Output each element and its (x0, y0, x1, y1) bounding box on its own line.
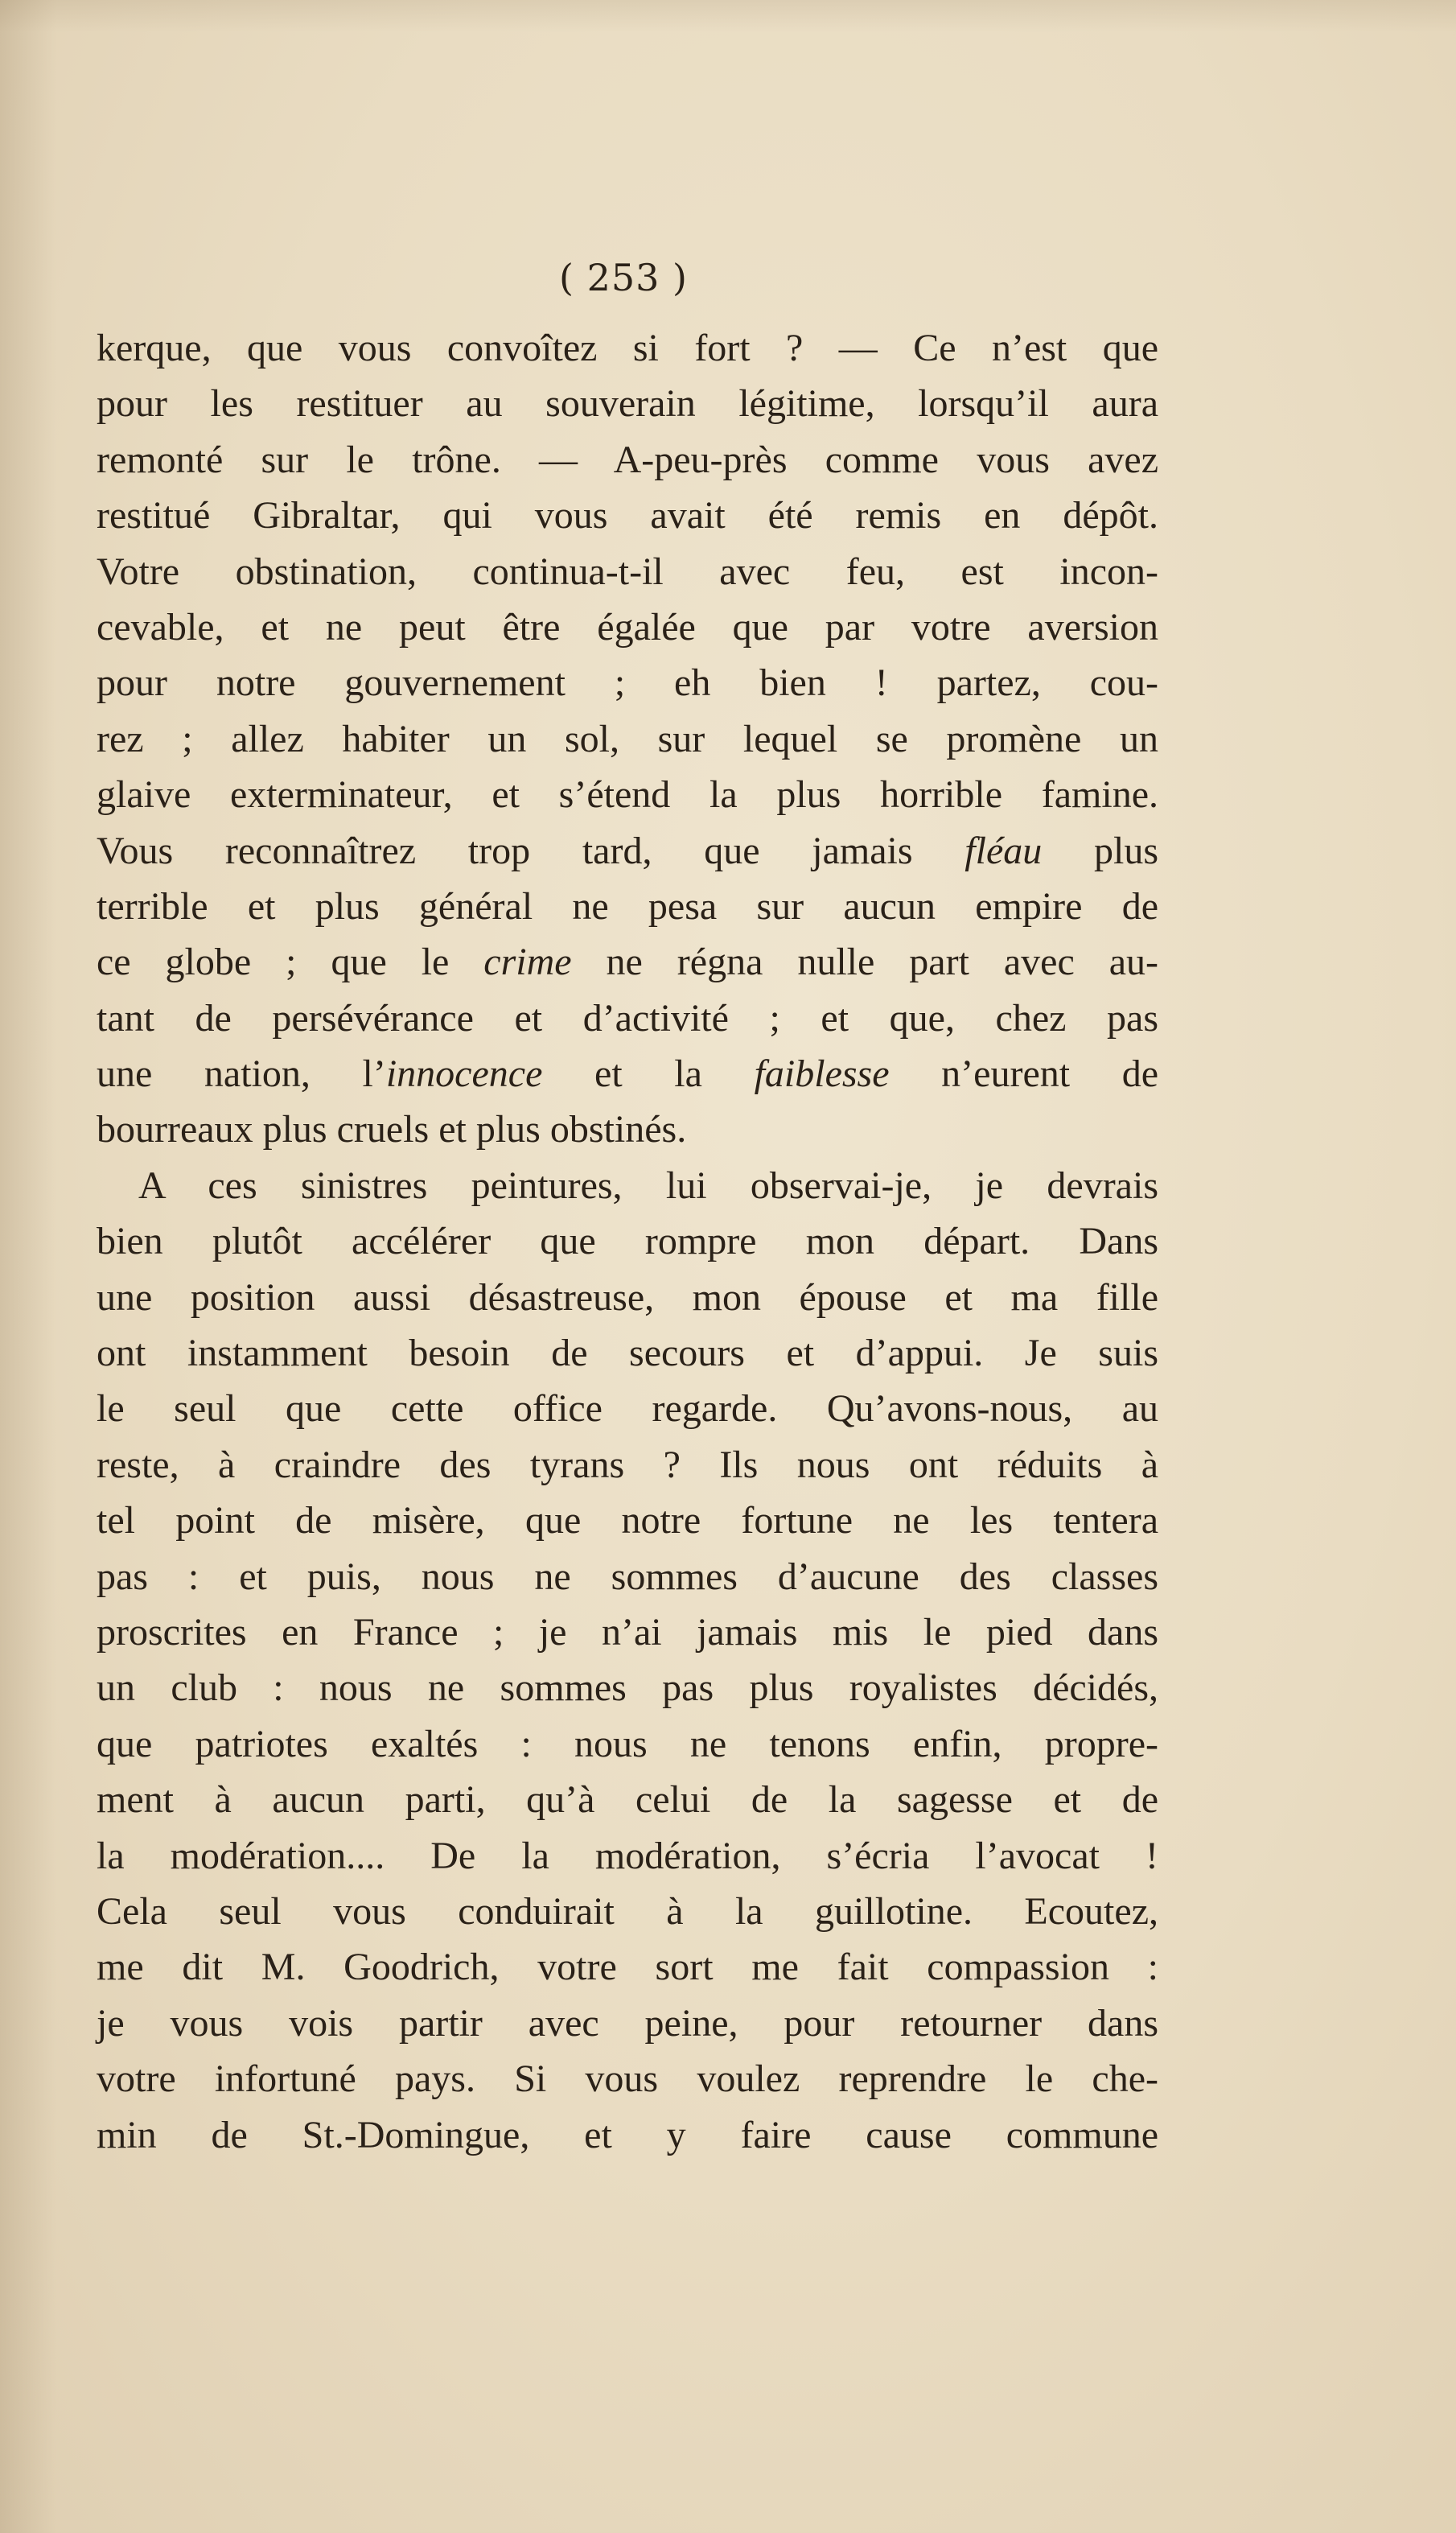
text-line: je vous vois partir avec peine, pour retourner dans (97, 2001, 1158, 2045)
text-line: cevable, et ne peut être égalée que par votre aversion (97, 605, 1158, 649)
text-line: pour les restituer au souverain légitime, lorsqu’il aura (97, 382, 1158, 426)
text-line: ont instamment besoin de secours et d’appui. Je suis (97, 1332, 1158, 1375)
text-line: ce globe ; que le crime ne régna nulle part avec au- (97, 941, 1159, 984)
text-line: remonté sur le trône. — A-peu-près comme vous avez (97, 438, 1158, 481)
text-line: proscrites en France ; je n’ai jamais mis le pied dans (97, 1610, 1158, 1654)
text-line: la modération.... De la modération, s’écria l’avocat ! (97, 1834, 1158, 1877)
text-line: pour notre gouvernement ; eh bien ! partez, cou- (97, 661, 1158, 705)
text-line: le seul que cette office regarde. Qu’avons-nous, au (97, 1387, 1158, 1431)
text-line: tant de persévérance et d’activité ; et que, chez pas (97, 996, 1158, 1040)
text-line: me dit M. Goodrich, votre sort me fait compassion : (97, 1946, 1158, 1989)
body-text (97, 320, 1158, 2163)
text-line: restitué Gibraltar, qui vous avait été remis en dépôt. (97, 494, 1158, 537)
paragraph-end-line: bourreaux plus cruels et plus obstinés. (97, 1108, 687, 1151)
text-line: bien plutôt accélérer que rompre mon départ. Dans (97, 1220, 1158, 1263)
text-line: rez ; allez habiter un sol, sur lequel se promène un (97, 717, 1158, 760)
text-line: que patriotes exaltés : nous ne tenons enfin, propre- (97, 1722, 1158, 1765)
text-line: Cela seul vous conduirait à la guillotine. Ecoutez, (97, 1889, 1158, 1933)
text-line: terrible et plus général ne pesa sur aucun empire de (97, 884, 1158, 928)
text-line: une position aussi désastreuse, mon épouse et ma fille (97, 1275, 1158, 1319)
text-line: min de St.-Domingue, et y faire cause commune (97, 2113, 1158, 2156)
text-line: kerque, que vous convoîtez si fort ? — Ce n’est que (97, 327, 1158, 369)
text-line: reste, à craindre des tyrans ? Ils nous ont réduits à (97, 1443, 1158, 1486)
text-line: pas : et puis, nous ne sommes d’aucune des classes (97, 1555, 1158, 1598)
text-line: glaive exterminateur, et s’étend la plus horrible famine. (97, 773, 1158, 817)
text-line: votre infortuné pays. Si vous voulez reprendre le che- (97, 2057, 1158, 2101)
text-line: une nation, l’innocence et la faiblesse n’eurent de (97, 1052, 1159, 1096)
page-top-shadow (0, 0, 1456, 32)
text-line: ment à aucun parti, qu’à celui de la sagesse et de (97, 1778, 1158, 1822)
paragraph-start-line: A ces sinistres peintures, lui observai-je, je devrais (138, 1164, 1158, 1207)
page-number: ( 253 ) (559, 256, 688, 299)
text-line: un club : nous ne sommes pas plus royalistes décidés, (97, 1666, 1158, 1710)
text-line: Votre obstination, continua-t-il avec feu, est incon- (97, 550, 1158, 593)
text-line: tel point de misère, que notre fortune ne les tentera (97, 1499, 1158, 1542)
page-fold-shadow (0, 0, 56, 2533)
text-line: Vous reconnaîtrez trop tard, que jamais fléau plus (97, 829, 1158, 872)
